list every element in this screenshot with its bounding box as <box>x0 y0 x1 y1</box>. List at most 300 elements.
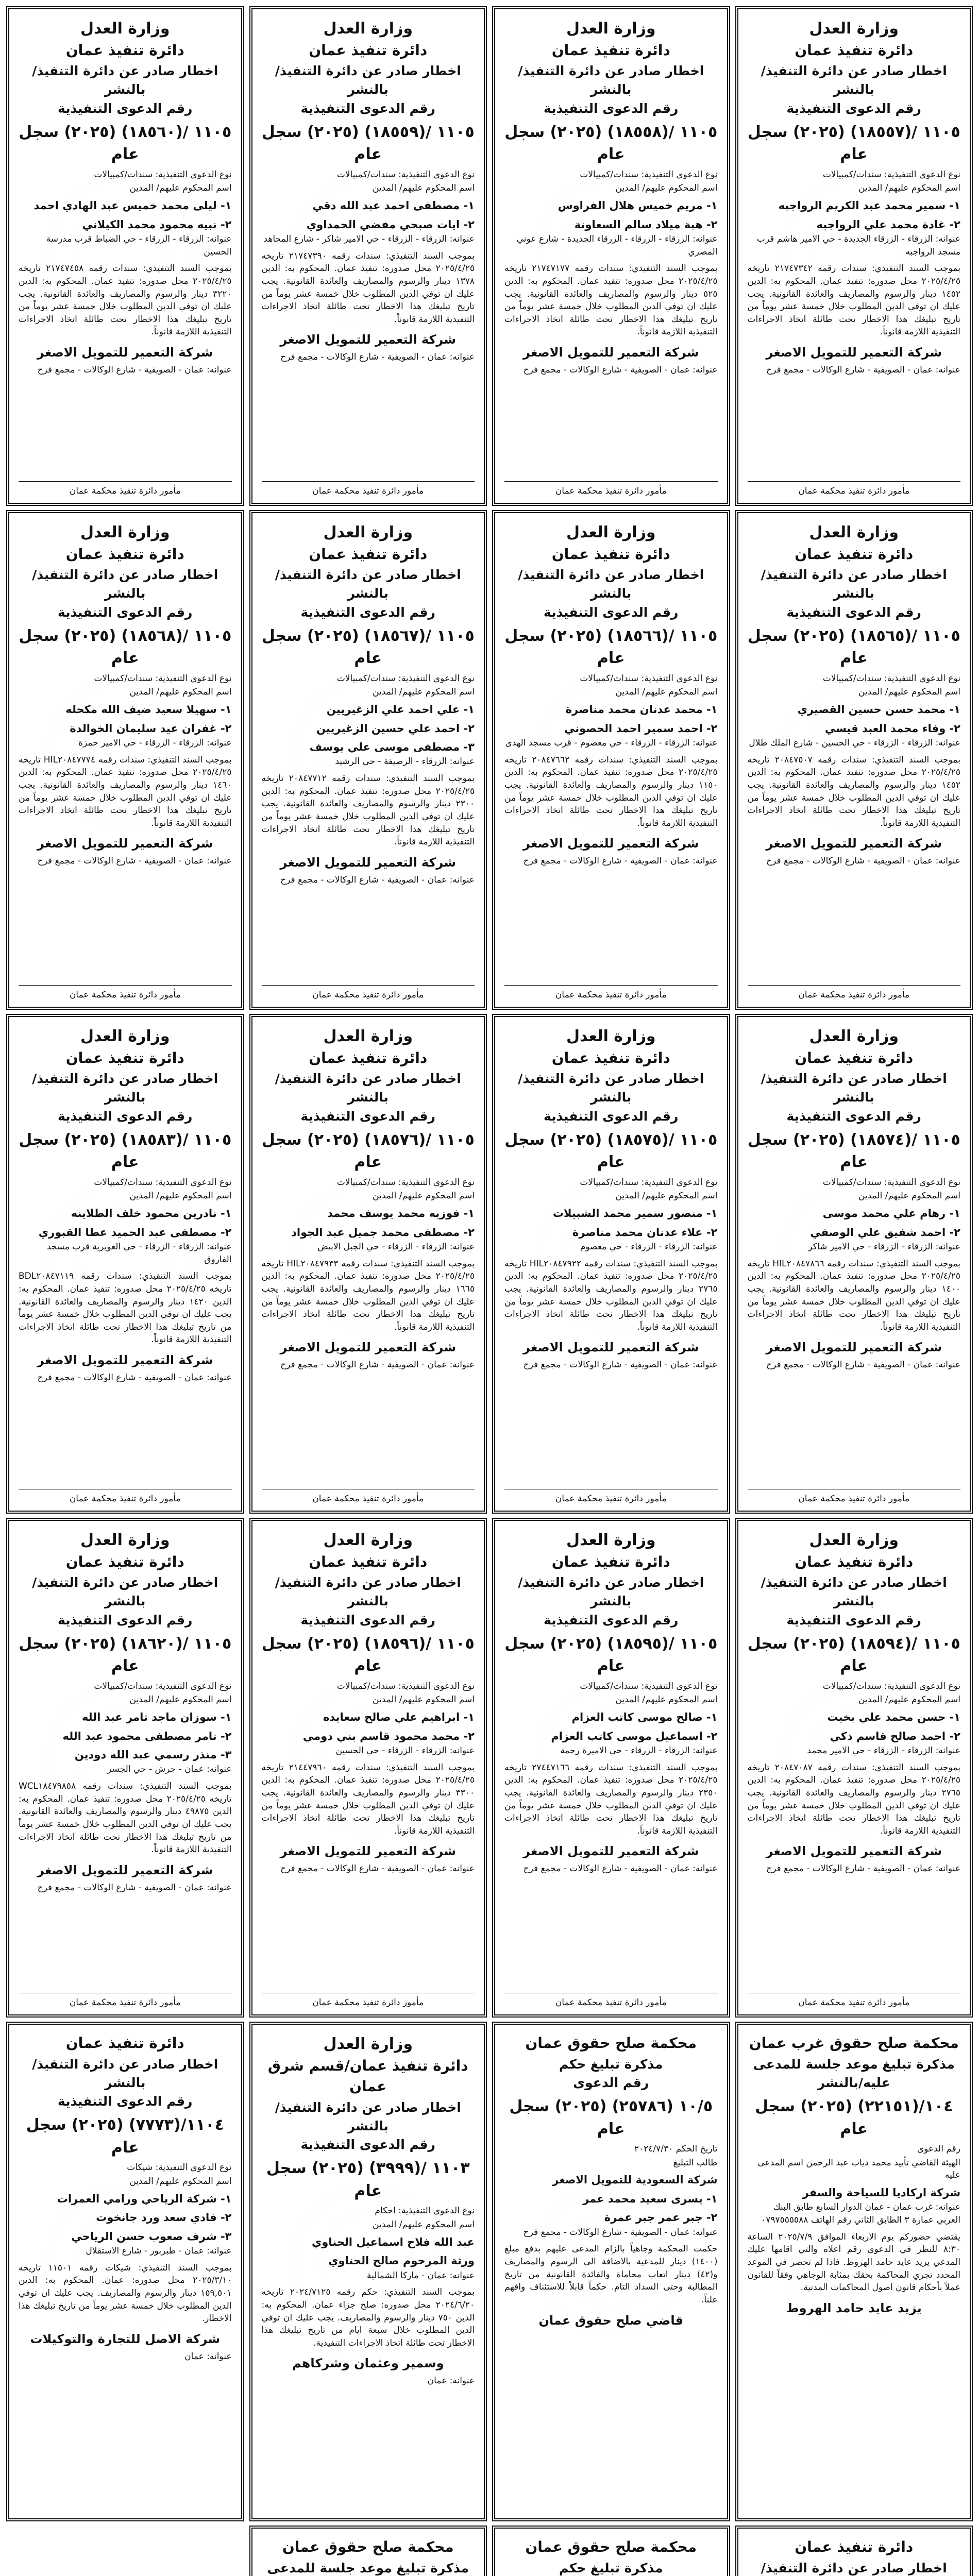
notice-body: بموجب السند التنفيذي: سندات رقمه ٢١٤٤٧٩٦٠ تاريخه ٢٠٢٥/٤/٢٥ محل صدوره: تنفيذ عمان. المحكوم به: الدين ٣٣٠٠ دينار والرسوم والمصاريف والعائدة القانونية. يجب عليك ان توفي الدين المطلوب خلال خمسة عشر يوماً من تاريخ تبليغك هذا الاخطار تحت طائلة اتخاذ الاجراءات التنفيذية اللازمة قانوناً. <box>261 1762 475 1836</box>
notice-subtitle: رقم الدعوى التنفيذية <box>544 1612 679 1628</box>
department-title: دائرة تنفيذ عمان <box>65 2035 184 2052</box>
party-role: اسم المحكوم عليهم/ المدين <box>858 1191 960 1201</box>
case-number: ١١٠٥ /(١٨٥٩٥) (٢٠٢٥) سجل عام <box>504 1634 718 1675</box>
party-role: اسم المحكوم عليهم/ المدين <box>373 2219 475 2230</box>
notice-card <box>6 510 244 1010</box>
case-type: نوع الدعوى التنفيذية: سندات/كمبيالات <box>580 1681 718 1691</box>
case-type: نوع الدعوى التنفيذية: سندات/كمبيالات <box>336 673 475 684</box>
ministry-title: وزارة العدل <box>809 523 899 541</box>
case-type: رقم الدعوى <box>917 2144 960 2155</box>
party-address: عنوانه: الزرقاء - الزرقاء - حي الامير شاكر <box>808 1242 960 1252</box>
notice-body: يقتضي حضوركم يوم الاربعاء الموافق ٢٠٢٥/٧/٩ الساعة ٨:٣٠ للنظر في الدعوى رقم اعلاه والتي اقامها عليك المدعي يزيد عايد حامد الهروط. فاذا لم تحضر في الموعد المحدد تجري المحاكمة بحقك بمثابة الوجاهي وفقاً للقانون عملاً بأحكام قانون اصول المحاكمات المدنية. <box>747 2231 960 2293</box>
case-number: ١١٠٥ /(١٨٥٩٦) (٢٠٢٥) سجل عام <box>261 1634 475 1675</box>
notice-card <box>6 2022 244 2521</box>
notice-card <box>492 1014 730 1514</box>
notice-title: مذكرة تبليغ حكم <box>559 2056 663 2072</box>
party-address: عنوانه: الزرقاء - الزرقاء - حي الجبل الابيض <box>317 1242 475 1252</box>
department-title: دائرة تنفيذ عمان <box>65 545 184 563</box>
notice-card <box>249 2022 487 2521</box>
creditor-name: شركة التعمير للتمويل الاصغر <box>280 855 456 870</box>
signature-line: مأمور دائرة تنفيذ محكمة عمان <box>262 1489 475 1505</box>
notice-card <box>735 2526 973 2576</box>
department-title: دائرة تنفيذ عمان <box>795 1049 914 1066</box>
notice-title: اخطار صادر عن دائرة التنفيذ/ بالنشر <box>275 1071 461 1105</box>
creditor-address: عنوانه: عمان - الصويفية - شارع الوكالات - مجمع فرح <box>37 856 232 867</box>
party-address: عنوانه: الزرقاء - الزرقاء - حي الامير محمد <box>807 1745 960 1756</box>
notice-subtitle: رقم الدعوى التنفيذية <box>58 2094 193 2109</box>
party-address: عنوانه: الزرقاء - الزرقاء - حي الاميرة رحمة <box>560 1745 718 1756</box>
party-name: ٢- احمد سمير احمد الحصوني <box>564 722 718 735</box>
party-role: الهيئة القاضي تأييد محمد دياب عبد الرحمن اسم المدعى عليه <box>757 2157 960 2181</box>
party-role: طالب التبليغ <box>673 2157 718 2168</box>
notice-subtitle: رقم الدعوى التنفيذية <box>300 1108 435 1124</box>
department-title: دائرة تنفيذ عمان <box>65 41 184 59</box>
department-title: دائرة تنفيذ عمان <box>551 1553 670 1570</box>
department-title: محكمة صلح حقوق غرب عمان <box>749 2035 959 2052</box>
party-role: اسم المحكوم عليهم/ المدين <box>858 1694 960 1705</box>
case-number: ١١٠٥ /(١٨٥٩٤) (٢٠٢٥) سجل عام <box>747 1634 960 1675</box>
creditor-name: شركة التعمير للتمويل الاصغر <box>523 1844 699 1859</box>
creditor-address: عنوانه: عمان <box>184 2351 232 2362</box>
party-role: اسم المحكوم عليهم/ المدين <box>373 1694 475 1705</box>
department-title: دائرة تنفيذ عمان <box>65 1049 184 1066</box>
notice-subtitle: رقم الدعوى التنفيذية <box>544 1108 679 1124</box>
creditor-name: شركة التعمير للتمويل الاصغر <box>37 836 213 851</box>
party-role: اسم المحكوم عليهم/ المدين <box>129 2176 232 2187</box>
case-number: ١١٠٥ /(١٨٥٦٨) (٢٠٢٥) سجل عام <box>19 626 232 668</box>
ministry-title: وزارة العدل <box>323 2035 413 2053</box>
party-name: ١- محمد حسن حسين القصيري <box>797 703 960 716</box>
case-number: ١١٠٥ /(١٨٦٢٠) (٢٠٢٥) سجل عام <box>19 1634 232 1675</box>
notice-title: اخطار صادر عن دائرة التنفيذ/ بالنشر <box>761 1071 947 1105</box>
party-role: اسم المحكوم عليهم/ المدين <box>129 687 232 698</box>
signature-line: مأمور دائرة تنفيذ محكمة عمان <box>19 985 232 1002</box>
signature-line: مأمور دائرة تنفيذ محكمة عمان <box>19 1993 232 2009</box>
notice-title: اخطار صادر عن دائرة التنفيذ/ بالنشر <box>518 1071 704 1105</box>
case-number: ١١٠٤/(٧٧٧٣) (٢٠٢٥) سجل عام <box>26 2116 224 2157</box>
creditor-name: قاضي صلح حقوق عمان <box>538 2313 684 2328</box>
signature-line: مأمور دائرة تنفيذ محكمة عمان <box>262 1993 475 2009</box>
creditor-name: شركة التعمير للتمويل الاصغر <box>37 345 213 360</box>
department-title: دائرة تنفيذ عمان <box>795 545 914 563</box>
party-address: عنوانه: الزرقاء - الزرقاء - حي الحسين <box>335 1745 475 1756</box>
notice-body: بموجب السند التنفيذي: سندات رقمه HIL٢٠٨٤٧٨٦٦ تاريخه ٢٠٢٥/٤/٢٥ محل صدوره: تنفيذ عمان. المحكوم به: الدين ١٤٠٠ دينار والرسوم والمصاريف والعائدة القانونية. يجب عليك ان توفي الدين المطلوب خلال خمسة عشر يوماً من تاريخ تبليغك هذا الاخطار تحت طائلة اتخاذ الاجراءات التنفيذية اللازمة قانوناً. <box>747 1258 961 1332</box>
notice-card <box>735 1518 973 2018</box>
party-role: اسم المحكوم عليهم/ المدين <box>615 1191 718 1201</box>
notice-title: اخطار صادر عن دائرة التنفيذ/ بالنشر <box>32 2056 218 2090</box>
notice-card <box>492 2022 730 2521</box>
notice-subtitle: رقم الدعوى التنفيذية <box>58 1612 193 1628</box>
department-title: دائرة تنفيذ عمان <box>551 1049 670 1066</box>
case-type: نوع الدعوى التنفيذية: سندات/كمبيالات <box>580 169 718 180</box>
party-address: عنوانه: غرب عمان - عمان الدوار السابع طابق البنك العربي عمارة ٣ الطابق الثاني رقم الهاتف ٠٧٩٧٥٥٥٥٨٨ <box>761 2202 960 2226</box>
party-name: ٢- وفاء محمد العبد قيسي <box>824 722 960 735</box>
notice-body: بموجب السند التنفيذي: سندات رقمه ٢٠٨٤٧٥٠٧ تاريخه ٢٠٢٥/٤/٢٥ محل صدوره: تنفيذ عمان. المحكوم به: الدين ١٤٥٢ دينار والرسوم والمصاريف والعائدة القانونية. يجب عليك ان توفي الدين المطلوب خلال خمسة عشر يوماً من تاريخ تبليغك هذا الاخطار تحت طائلة اتخاذ الاجراءات التنفيذية اللازمة قانوناً. <box>747 754 961 828</box>
signature-line: مأمور دائرة تنفيذ محكمة عمان <box>504 481 718 498</box>
party-role: اسم المحكوم عليهم/ المدين <box>858 183 960 194</box>
case-type: نوع الدعوى التنفيذية: سندات/كمبيالات <box>336 1177 475 1188</box>
party-role: اسم المحكوم عليهم/ المدين <box>373 1191 475 1201</box>
case-number: ١١٠٥ /(١٨٥٦٠) (٢٠٢٥) سجل عام <box>19 123 232 164</box>
party-address: عنوانه: الزرقاء - الزرقاء - حي معصوم <box>580 1242 718 1252</box>
notice-subtitle: رقم الدعوى التنفيذية <box>786 1108 921 1124</box>
notice-title: اخطار صادر عن دائرة التنفيذ/ بالنشر <box>518 1575 704 1609</box>
notice-title: اخطار صادر عن دائرة التنفيذ/ بالنشر <box>518 63 704 97</box>
creditor-address: عنوانه: عمان - الصويفية - شارع الوكالات - مجمع فرح <box>37 364 232 375</box>
case-number: ١٠/٥ (٢٥٧٨٦) (٢٠٢٥) سجل عام <box>509 2097 713 2138</box>
department-title: دائرة تنفيذ عمان/قسم شرق عمان <box>267 2057 468 2095</box>
notice-subtitle: رقم الدعوى التنفيذية <box>544 604 679 620</box>
party-name: ٢- احمد علي حسين الزغيريين <box>316 722 475 735</box>
notice-title: اخطار صادر عن دائرة التنفيذ/ بالنشر <box>275 2099 461 2133</box>
party-address: عنوانه: عمان - جرش - حي الجسر <box>107 1764 232 1775</box>
case-type: نوع الدعوى التنفيذية: سندات/كمبيالات <box>580 1177 718 1188</box>
notice-title: اخطار صادر عن دائرة التنفيذ/ بالنشر <box>518 567 704 601</box>
ministry-title: وزارة العدل <box>323 1027 413 1045</box>
creditor-address: عنوانه: عمان - الصويفية - شارع الوكالات - مجمع فرح <box>37 1882 232 1893</box>
case-type: نوع الدعوى التنفيذية: سندات/كمبيالات <box>822 1177 960 1188</box>
party-address: عنوانه: عمان - ماركا الشمالية <box>366 2270 475 2281</box>
ministry-title: وزارة العدل <box>566 1531 656 1549</box>
creditor-address: عنوانه: عمان - الصويفية - شارع الوكالات - مجمع فرح <box>280 874 475 885</box>
notice-body: بموجب السند التنفيذي: سندات رقمه HIL٢٠٨٤٧٩٣٣ تاريخه ٢٠٢٥/٤/٢٥ محل صدوره: تنفيذ عمان. المحكوم به: الدين ١٦٦٥ دينار والرسوم والمصاريف والعائدة القانونية. يجب عليك ان توفي الدين المطلوب خلال خمسة عشر يوماً من تاريخ تبليغك هذا الاخطار تحت طائلة اتخاذ الاجراءات التنفيذية اللازمة قانوناً. <box>261 1258 475 1332</box>
notice-subtitle: رقم الدعوى التنفيذية <box>300 1612 435 1628</box>
case-number: ١١٠٥ /(١٨٥٦٦) (٢٠٢٥) سجل عام <box>504 626 718 668</box>
creditor-name: شركة التعمير للتمويل الاصغر <box>766 1844 942 1859</box>
notice-card <box>249 1014 487 1514</box>
notice-title: مذكرة تبليغ موعد جلسة للمدعى <box>753 2056 955 2072</box>
notice-subtitle: رقم الدعوى التنفيذية <box>58 100 193 116</box>
notice-title: اخطار صادر عن دائرة التنفيذ/ بالنشر <box>275 63 461 97</box>
party-name: ١- سوزان ماجد تامر عبد الله <box>81 1711 232 1724</box>
party-address: عنوانه: الزرقاء - الزرقاء - حي الضباط قرب مدرسة الحسين <box>46 234 232 257</box>
notice-subtitle: رقم الدعوى التنفيذية <box>58 1108 193 1124</box>
department-title: دائرة تنفيذ عمان <box>795 1553 914 1570</box>
notice-card <box>6 1518 244 2018</box>
signature-line: مأمور دائرة تنفيذ محكمة عمان <box>504 1993 718 2009</box>
case-number: ١١٠٥ /(١٨٥٧٦) (٢٠٢٥) سجل عام <box>261 1130 475 1172</box>
party-name: ٣- مصطفى موسى علي يوسف <box>309 741 475 753</box>
notice-title: مذكرة تبليغ موعد جلسة للمدعى <box>267 2560 469 2575</box>
ministry-title: وزارة العدل <box>323 1531 413 1549</box>
party-name: ٢- مصطفى عبد الحميد عطا القبوري <box>38 1226 232 1239</box>
party-role: اسم المحكوم عليهم/ المدين <box>129 183 232 194</box>
case-type: نوع الدعوى التنفيذية: سندات/كمبيالات <box>822 169 960 180</box>
department-title: دائرة تنفيذ عمان <box>309 1553 428 1570</box>
ministry-title: وزارة العدل <box>809 1027 899 1045</box>
party-address: عنوانه: الزرقاء - الزرقاء الجديدة - حي الامير هاشم قرب مسجد الرواجبه <box>756 234 960 257</box>
department-title: دائرة تنفيذ عمان <box>551 41 670 59</box>
case-number: ١١٠٥ /(١٨٥٧٥) (٢٠٢٥) سجل عام <box>504 1130 718 1172</box>
party-role: اسم المحكوم عليهم/ المدين <box>373 687 475 698</box>
case-number: ١١٠٣ /(٣٩٩٩) (٢٠٢٥) سجل عام <box>266 2159 470 2200</box>
ministry-title: وزارة العدل <box>566 523 656 541</box>
party-name: ٢- جبر عمر جبر عمرة <box>604 2211 718 2224</box>
party-name: ١- محمد عدنان محمد مناصرة <box>565 703 718 716</box>
department-title: محكمة صلح حقوق عمان <box>282 2538 454 2555</box>
notice-body: بموجب السند التنفيذي: سندات رقمه ٢١٧٤٧٣٩٠ تاريخه ٢٠٢٥/٤/٢٥ محل صدوره: تنفيذ عمان. المحكوم به: الدين ١٣٧٨ دينار والرسوم والمصاريف والعائدة القانونية. يجب عليك ان توفي الدين المطلوب خلال خمسة عشر يوماً من تاريخ تبليغك هذا الاخطار تحت طائلة اتخاذ الاجراءات التنفيذية اللازمة قانوناً. <box>261 250 475 325</box>
notice-card <box>735 6 973 506</box>
creditor-name: شركة التعمير للتمويل الاصغر <box>523 345 699 360</box>
case-number: ١١٠٥ /(١٨٥٥٧) (٢٠٢٥) سجل عام <box>747 123 960 164</box>
notice-card <box>6 6 244 506</box>
case-number: ١١٠٥ /(١٨٥٥٩) (٢٠٢٥) سجل عام <box>261 123 475 164</box>
party-name: ١- صالح موسى كاتب العزام <box>571 1711 718 1724</box>
notice-title: اخطار صادر عن دائرة التنفيذ/ بالنشر <box>32 63 218 97</box>
party-name: ١- شركة الرياحي ورامي العمرات <box>57 2192 232 2205</box>
party-name: ٢- علاء عدنان محمد مناصرة <box>572 1226 718 1239</box>
department-title: دائرة تنفيذ عمان <box>551 545 670 563</box>
party-address: عنوانه: الزرقاء - الزرقاء - حي الامير شاكر - شارع المجاهد <box>263 234 475 244</box>
creditor-name: شركة التعمير للتمويل الاصغر <box>37 1862 213 1877</box>
department-title: دائرة تنفيذ عمان <box>309 545 428 563</box>
party-name: ٢- احمد شفيق علي الوصفي <box>810 1226 960 1239</box>
notice-title: اخطار صادر عن دائرة التنفيذ/ بالنشر <box>275 567 461 601</box>
case-number: ١١٠٥ /(١٨٥٧٤) (٢٠٢٥) سجل عام <box>747 1130 960 1172</box>
creditor-name: وسمير وعثمان وشركاهم <box>292 2356 444 2371</box>
party-name: شركة اركاديا للسياحة والسفر <box>802 2187 960 2199</box>
notice-card <box>249 6 487 506</box>
notice-title: اخطار صادر عن دائرة التنفيذ/ بالنشر <box>32 1575 218 1609</box>
department-title: محكمة صلح حقوق عمان <box>525 2538 697 2555</box>
notice-title: اخطار صادر عن دائرة التنفيذ/ بالنشر <box>761 63 947 97</box>
creditor-name: شركة التعمير للتمويل الاصغر <box>280 332 456 347</box>
notice-subtitle: رقم الدعوى التنفيذية <box>786 1612 921 1628</box>
ministry-title: وزارة العدل <box>809 1531 899 1549</box>
signature-line: مأمور دائرة تنفيذ محكمة عمان <box>19 1489 232 1505</box>
case-type: تاريخ الحكم ٢٠٢٤/٧/٣٠ <box>634 2144 718 2155</box>
party-name: ١- مصطفى احمد عبد الله دقي <box>312 199 475 212</box>
signature-line: مأمور دائرة تنفيذ محكمة عمان <box>748 1489 961 1505</box>
signature-line: مأمور دائرة تنفيذ محكمة عمان <box>262 481 475 498</box>
notice-subtitle: رقم الدعوى التنفيذية <box>786 100 921 116</box>
department-title: دائرة تنفيذ عمان <box>795 41 914 59</box>
notice-body: بموجب السند التنفيذي: سندات رقمه ٢١٧٤٧١٧٧ تاريخه ٢٠٢٥/٤/٢٥ محل صدوره: تنفيذ عمان. المحكوم به: الدين ٥٢٥ دينار والرسوم والمصاريف والعائدة القانونية. يجب عليك ان توفي الدين المطلوب خلال خمسة عشر يوماً من تاريخ تبليغك هذا الاخطار تحت طائلة اتخاذ الاجراءات التنفيذية اللازمة قانوناً. <box>504 263 718 337</box>
creditor-address: عنوانه: عمان - الصويفية - شارع الوكالات - مجمع فرح <box>766 1360 960 1370</box>
creditor-name: شركة التعمير للتمويل الاصغر <box>280 1340 456 1355</box>
notice-subtitle: رقم الدعوى التنفيذية <box>786 604 921 620</box>
notice-card <box>492 510 730 1010</box>
signature-line: مأمور دائرة تنفيذ محكمة عمان <box>504 985 718 1002</box>
case-type: نوع الدعوى التنفيذية: شيكات <box>127 2162 232 2173</box>
notice-body: بموجب السند التنفيذي: سندات رقمه ٢٠٨٤٧٧١٢ تاريخه ٢٠٢٥/٤/٢٥ محل صدوره: تنفيذ عمان. المحكوم به: الدين ٢٣٠٠ دينار والرسوم والمصاريف والعائدة القانونية. يجب عليك ان توفي الدين المطلوب خلال خمسة عشر يوماً من تاريخ تبليغك هذا الاخطار تحت طائلة اتخاذ الاجراءات التنفيذية اللازمة قانوناً. <box>261 773 475 848</box>
creditor-address: عنوانه: عمان - الصويفية - شارع الوكالات - مجمع فرح <box>523 1863 718 1874</box>
department-title: دائرة تنفيذ عمان <box>795 2538 914 2555</box>
party-name: ١- علي احمد علي الزغيريين <box>326 703 475 716</box>
notice-body: بموجب السند التنفيذي: سندات رقمه ٢١٧٤٧٤٥٨ تاريخه ٢٠٢٥/٤/٢٥ محل صدوره: تنفيذ عمان. المحكوم به: الدين ٣٢٢٠ دينار والرسوم والمصاريف والعائدة القانونية. يجب عليك ان توفي الدين المطلوب خلال خمسة عشر يوماً من تاريخ تبليغك هذا الاخطار تحت طائلة اتخاذ الاجراءات التنفيذية اللازمة قانوناً. <box>19 263 232 337</box>
case-type: نوع الدعوى التنفيذية: سندات/كمبيالات <box>822 1681 960 1691</box>
party-name: ١- ليلى محمد خميس عبد الهادي احمد <box>33 199 232 212</box>
notice-card <box>735 1014 973 1514</box>
party-name: ٢- غفران عيد سليمان الخوالدة <box>70 722 232 735</box>
party-name: ورثة المرحوم صالح الحناوي <box>328 2255 475 2267</box>
creditor-address: عنوانه: عمان - الصويفية - شارع الوكالات - مجمع فرح <box>766 856 960 867</box>
party-address: عنوانه: الزرقاء - الزرقاء - الزرقاء الجديدة - شارع عوني المصري <box>516 234 718 257</box>
case-number: ١١٠٥ /(١٨٥٨٣) (٢٠٢٥) سجل عام <box>19 1130 232 1172</box>
notice-subtitle: رقم الدعوى التنفيذية <box>300 2137 435 2153</box>
case-type: نوع الدعوى التنفيذية: سندات/كمبيالات <box>94 169 232 180</box>
ministry-title: وزارة العدل <box>809 20 899 38</box>
notice-title: اخطار صادر عن دائرة التنفيذ/ بالنشر <box>275 1575 461 1609</box>
party-role: اسم المحكوم عليهم/ المدين <box>615 183 718 194</box>
signature-line: مأمور دائرة تنفيذ محكمة عمان <box>748 1993 961 2009</box>
department-title: دائرة تنفيذ عمان <box>309 1049 428 1066</box>
creditor-name: شركة الاصل للتجارة والتوكيلات <box>30 2331 221 2346</box>
party-name: ١- سمير محمد عبد الكريم الرواجبه <box>778 199 960 212</box>
notice-card <box>492 6 730 506</box>
notice-body: بموجب السند التنفيذي: سندات رقمه ٢١٧٤٧٣٤٢ تاريخه ٢٠٢٥/٤/٢٥ محل صدوره: تنفيذ عمان. المحكوم به: الدين ١٤٥٢ دينار والرسوم والمصاريف والعائدة القانونية. يجب عليك ان توفي الدين المطلوب خلال خمسة عشر يوماً من تاريخ تبليغك هذا الاخطار تحت طائلة اتخاذ الاجراءات التنفيذية اللازمة قانوناً. <box>747 263 961 337</box>
party-name: ١- منصور سمير محمد الشبيلات <box>552 1207 718 1220</box>
notice-body: بموجب السند التنفيذي: سندات رقمه ٢٠٨٤٧٦٦٢ تاريخه ٢٠٢٥/٤/٢٥ محل صدوره: تنفيذ عمان. المحكوم به: الدين ١١٥٠ دينار والرسوم والمصاريف والعائدة القانونية. يجب عليك ان توفي الدين المطلوب خلال خمسة عشر يوماً من تاريخ تبليغك هذا الاخطار تحت طائلة اتخاذ الاجراءات التنفيذية اللازمة قانوناً. <box>504 754 718 828</box>
party-name: ٢- محمد محمود قاسم بني دومي <box>302 1730 475 1742</box>
party-role: اسم المحكوم عليهم/ المدين <box>615 687 718 698</box>
creditor-name: شركة التعمير للتمويل الاصغر <box>766 345 942 360</box>
ministry-title: وزارة العدل <box>80 20 170 38</box>
notice-card <box>735 510 973 1010</box>
case-type: نوع الدعوى التنفيذية: سندات/كمبيالات <box>94 1177 232 1188</box>
notice-card <box>6 1014 244 1514</box>
case-type: نوع الدعوى التنفيذية: احكام <box>375 2206 475 2216</box>
creditor-address: عنوانه: عمان <box>427 2376 475 2386</box>
signature-line: مأمور دائرة تنفيذ محكمة عمان <box>262 985 475 1002</box>
party-name: ١- حسن محمد علي بخيت <box>827 1711 960 1724</box>
party-name: ٢- تامر مصطفى محمود عبد الله <box>62 1730 232 1742</box>
party-address: عنوانه: الزرقاء - الزرقاء - حي الغويرية قرب مسجد الفاروق <box>46 1242 232 1265</box>
party-name: ١- رهام علي محمد موسى <box>822 1207 960 1220</box>
creditor-name: شركة التعمير للتمويل الاصغر <box>523 1340 699 1355</box>
signature-line: مأمور دائرة تنفيذ محكمة عمان <box>748 985 961 1002</box>
creditor-name: شركة التعمير للتمويل الاصغر <box>766 1340 942 1355</box>
ministry-title: وزارة العدل <box>566 20 656 38</box>
case-type: نوع الدعوى التنفيذية: سندات/كمبيالات <box>94 1681 232 1691</box>
case-type: نوع الدعوى التنفيذية: سندات/كمبيالات <box>822 673 960 684</box>
party-name: ١- سهيلا سعيد ضيف الله مكحله <box>65 703 232 716</box>
creditor-address: عنوانه: عمان - الصويفية - شارع الوكالات - مجمع فرح <box>280 1360 475 1370</box>
party-role: اسم المحكوم عليهم/ المدين <box>615 1694 718 1705</box>
notice-body: بموجب السند التنفيذي: سندات رقمه HIL٢٠٨٤٧٩٢٢ تاريخه ٢٠٢٥/٤/٢٥ محل صدوره: تنفيذ عمان. المحكوم به: الدين ٢٧٦٥ دينار والرسوم والمصاريف والعائدة القانونية. يجب عليك ان توفي الدين المطلوب خلال خمسة عشر يوماً من تاريخ تبليغك هذا الاخطار تحت طائلة اتخاذ الاجراءات التنفيذية اللازمة قانوناً. <box>504 1258 718 1332</box>
notice-card <box>735 2022 973 2521</box>
notice-card <box>249 2526 487 2576</box>
ministry-title: وزارة العدل <box>323 20 413 38</box>
notice-body: بموجب السند التنفيذي: سندات رقمه ٢٧٤٤٧١٦٦ تاريخه ٢٠٢٥/٤/٢٥ محل صدوره: تنفيذ عمان. المحكوم به: الدين ٢٣٥٠ دينار والرسوم والمصاريف والعائدة القانونية. يجب عليك ان توفي الدين المطلوب خلال خمسة عشر يوماً من تاريخ تبليغك هذا الاخطار تحت طائلة اتخاذ الاجراءات التنفيذية اللازمة قانوناً. <box>504 1762 718 1836</box>
party-name: ١- يسرى سعيد محمد عمر <box>583 2192 718 2205</box>
party-name: ٢- احمد صالح قاسم ذكي <box>830 1730 960 1742</box>
creditor-name: شركة التعمير للتمويل الاصغر <box>37 1353 213 1368</box>
creditor-name: شركة التعمير للتمويل الاصغر <box>523 836 699 851</box>
notice-title: اخطار صادر عن دائرة التنفيذ/ بالنشر <box>761 567 947 601</box>
signature-line: مأمور دائرة تنفيذ محكمة عمان <box>19 481 232 498</box>
creditor-address: عنوانه: عمان - الصويفية - شارع الوكالات - مجمع فرح <box>523 364 718 375</box>
creditor-name: يزيد عايد حامد الهروط <box>786 2300 922 2315</box>
case-type: نوع الدعوى التنفيذية: سندات/كمبيالات <box>94 673 232 684</box>
notices-grid <box>6 6 973 2576</box>
party-name: ١- ابراهيم علي صالح سعايده <box>323 1711 475 1724</box>
party-address: عنوانه: الزرقاء - الزرقاء - حي الحسين - شارع الملك طلال <box>749 738 960 748</box>
case-type: نوع الدعوى التنفيذية: سندات/كمبيالات <box>336 169 475 180</box>
party-name: ٣- منذر رسمي عبد الله دودين <box>74 1749 232 1761</box>
signature-line: مأمور دائرة تنفيذ محكمة عمان <box>504 1489 718 1505</box>
case-number: ١١٠٥ /(١٨٥٦٧) (٢٠٢٥) سجل عام <box>261 626 475 668</box>
party-name: ٢- هبة ميلاد سالم السعاونة <box>574 218 718 231</box>
party-name: ١- مريم خميس هلال الفراوس <box>558 199 718 212</box>
party-role: اسم المحكوم عليهم/ المدين <box>129 1694 232 1705</box>
creditor-address: عنوانه: عمان - الصويفية - شارع الوكالات - مجمع فرح <box>523 1360 718 1370</box>
creditor-address: عنوانه: عمان - الصويفية - شارع الوكالات - مجمع فرح <box>280 1863 475 1874</box>
party-address: عنوانه: عمان - طبربور - شارع الاستقلال <box>86 2245 232 2256</box>
creditor-address: عنوانه: عمان - الصويفية - شارع الوكالات - مجمع فرح <box>37 1372 232 1383</box>
case-number: ١١٠٥ /(١٨٥٥٨) (٢٠٢٥) سجل عام <box>504 123 718 164</box>
party-address: عنوانه: الزرقاء - الزرقاء - حي الامير حمزة <box>78 738 232 748</box>
notice-card <box>492 1518 730 2018</box>
notice-title: مذكرة تبليغ حكم <box>559 2560 663 2575</box>
notice-subtitle: رقم الدعوى <box>573 2075 649 2090</box>
party-name: ١- فوزيه محمد يوسف محمد <box>327 1207 475 1220</box>
creditor-name: شركة التعمير للتمويل الاصغر <box>766 836 942 851</box>
notice-title: اخطار صادر عن دائرة التنفيذ/ <box>761 2560 947 2575</box>
party-name: ٢- مصطفى محمد جميل عبد الجواد <box>291 1226 475 1239</box>
notice-subtitle: عليه/بالنشر <box>817 2075 890 2090</box>
ministry-title: وزارة العدل <box>566 1027 656 1045</box>
notice-body: بموجب السند التنفيذي: حكم رقمه ٢٠٢٤/٧١٢٥ تاريخه ٢٠٢٤/٦/٢٠ محل صدوره: صلح جزاء عمان. المحكوم به: الدين ٧٥٠ دينار والرسوم والمصاريف. يجب عليك ان توفي الدين المطلوب خلال سبعة ايام من تاريخ تبليغك هذا الاخطار تحت طائلة اتخاذ الاجراءات التنفيذية. <box>261 2287 475 2348</box>
department-title: دائرة تنفيذ عمان <box>309 41 428 59</box>
notice-card <box>492 2526 730 2576</box>
notice-subtitle: رقم الدعوى التنفيذية <box>300 100 435 116</box>
notice-title: اخطار صادر عن دائرة التنفيذ/ بالنشر <box>32 567 218 601</box>
notice-subtitle: رقم الدعوى التنفيذية <box>544 100 679 116</box>
party-role: اسم المحكوم عليهم/ المدين <box>373 183 475 194</box>
department-title: دائرة تنفيذ عمان <box>65 1553 184 1570</box>
party-role: اسم المحكوم عليهم/ المدين <box>858 687 960 698</box>
signature-line: مأمور دائرة تنفيذ محكمة عمان <box>748 481 961 498</box>
notice-body: بموجب السند التنفيذي: شيكات رقمه ١١٥٠١ تاريخه ٢٠٢٥/٣/١٠ محل صدوره: عمان. المحكوم به: الدين ١٥٩,٥٠١ دينار والرسوم والمصاريف. يجب عليك ان توفي الدين المطلوب خلال خمسة عشر يوماً من تاريخ تبليغك هذا الاخطار. <box>19 2262 232 2324</box>
notice-subtitle: رقم الدعوى التنفيذية <box>300 604 435 620</box>
party-address: عنوانه: الزرقاء - الزرقاء - حي معصوم - قرب مسجد الهدى <box>505 738 718 748</box>
case-type: نوع الدعوى التنفيذية: سندات/كمبيالات <box>336 1681 475 1691</box>
notice-body: بموجب السند التنفيذي: سندات رقمه HIL٢٠٨٤٧٧٧٤ تاريخه ٢٠٢٥/٤/٢٥ محل صدوره: تنفيذ عمان. المحكوم به: الدين ١٤٦٠ دينار والرسوم والمصاريف والعائدة القانونية. يجب عليك ان توفي الدين المطلوب خلال خمسة عشر يوماً من تاريخ تبليغك هذا الاخطار تحت طائلة اتخاذ الاجراءات التنفيذية اللازمة قانوناً. <box>19 754 232 828</box>
party-name: ٢- اسماعيل موسى كاتب العزام <box>551 1730 718 1742</box>
ministry-title: وزارة العدل <box>323 523 413 541</box>
creditor-address: عنوانه: عمان - الصويفية - شارع الوكالات - مجمع فرح <box>766 364 960 375</box>
creditor-address: عنوانه: عمان - الصويفية - شارع الوكالات - مجمع فرح <box>766 1863 960 1874</box>
case-number: ١٠٤/(٢٢١٥١) (٢٠٢٥) سجل عام <box>755 2097 953 2138</box>
case-number: ١١٠٥ /(١٨٥٦٥) (٢٠٢٥) سجل عام <box>747 626 960 668</box>
party-role: اسم المحكوم عليهم/ المدين <box>129 1191 232 1201</box>
creditor-name: شركة التعمير للتمويل الاصغر <box>280 1844 456 1859</box>
notice-body: بموجب السند التنفيذي: سندات رقمه BDL٢٠٨٤٧١١٩ تاريخه ٢٠٢٥/٤/٢٥ محل صدوره: تنفيذ عمان. المحكوم به: الدين ١٤٢٠ دينار والرسوم والمصاريف والعائدة القانونية. يجب عليك ان توفي الدين المطلوب خلال خمسة عشر يوماً من تاريخ تبليغك هذا الاخطار تحت طائلة اتخاذ الاجراءات التنفيذية اللازمة قانوناً. <box>19 1271 232 1345</box>
party-name: ٢- غادة محمد علي الرواجبه <box>816 218 960 231</box>
creditor-address: عنوانه: عمان - الصويفية - شارع الوكالات - مجمع فرح <box>523 856 718 867</box>
notice-title: اخطار صادر عن دائرة التنفيذ/ بالنشر <box>32 1071 218 1105</box>
notice-body: بموجب السند التنفيذي: سندات رقمه ٢٠٨٤٧٠٨٧ تاريخه ٢٠٢٥/٤/٢٥ محل صدوره: تنفيذ عمان. المحكوم به: الدين ٢٧٦٥ دينار والرسوم والمصاريف والعائدة القانونية. يجب عليك ان توفي الدين المطلوب خلال خمسة عشر يوماً من تاريخ تبليغك هذا الاخطار تحت طائلة اتخاذ الاجراءات التنفيذية اللازمة قانوناً. <box>747 1762 961 1836</box>
ministry-title: وزارة العدل <box>80 523 170 541</box>
party-name: شركة السعودية للتمويل الاصغر <box>552 2174 718 2187</box>
notice-subtitle: رقم الدعوى التنفيذية <box>58 604 193 620</box>
party-address: عنوانه: عمان - الصويفية - شارع الوكالات - مجمع فرح <box>523 2227 718 2238</box>
notice-body: بموجب السند التنفيذي: سندات رقمه WCL١٨٤٧٩٨٥٨ تاريخه ٢٠٢٥/٤/٢٥ محل صدوره: تنفيذ عمان. المحكوم به: الدين ٤٩٨٧٥ دينار والرسوم والمصاريف والعائدة القانونية. يجب عليك ان توفي الدين المطلوب خلال خمسة عشر يوماً من تاريخ تبليغك هذا الاخطار تحت طائلة اتخاذ الاجراءات التنفيذية اللازمة قانوناً. <box>19 1781 232 1855</box>
ministry-title: وزارة العدل <box>80 1027 170 1045</box>
notice-card <box>249 510 487 1010</box>
party-name: ٢- فادي سعد ورد جانخوت <box>96 2211 232 2224</box>
party-name: ٢- ايات صبحي مفضي الحمداوي <box>306 218 475 231</box>
notice-card <box>249 1518 487 2018</box>
party-address: عنوانه: الزرقاء - الرصيفة - حي الرشيد <box>335 756 475 767</box>
notice-title: اخطار صادر عن دائرة التنفيذ/ بالنشر <box>761 1575 947 1609</box>
party-name: ٢- نبيه محمود محمد الكيلاني <box>82 218 232 231</box>
creditor-address: عنوانه: عمان - الصويفية - شارع الوكالات - مجمع فرح <box>280 352 475 363</box>
department-title: محكمة صلح حقوق عمان <box>525 2035 697 2052</box>
party-name: ١- نادرين محمود خلف الطلاينه <box>71 1207 232 1220</box>
case-type: نوع الدعوى التنفيذية: سندات/كمبيالات <box>580 673 718 684</box>
